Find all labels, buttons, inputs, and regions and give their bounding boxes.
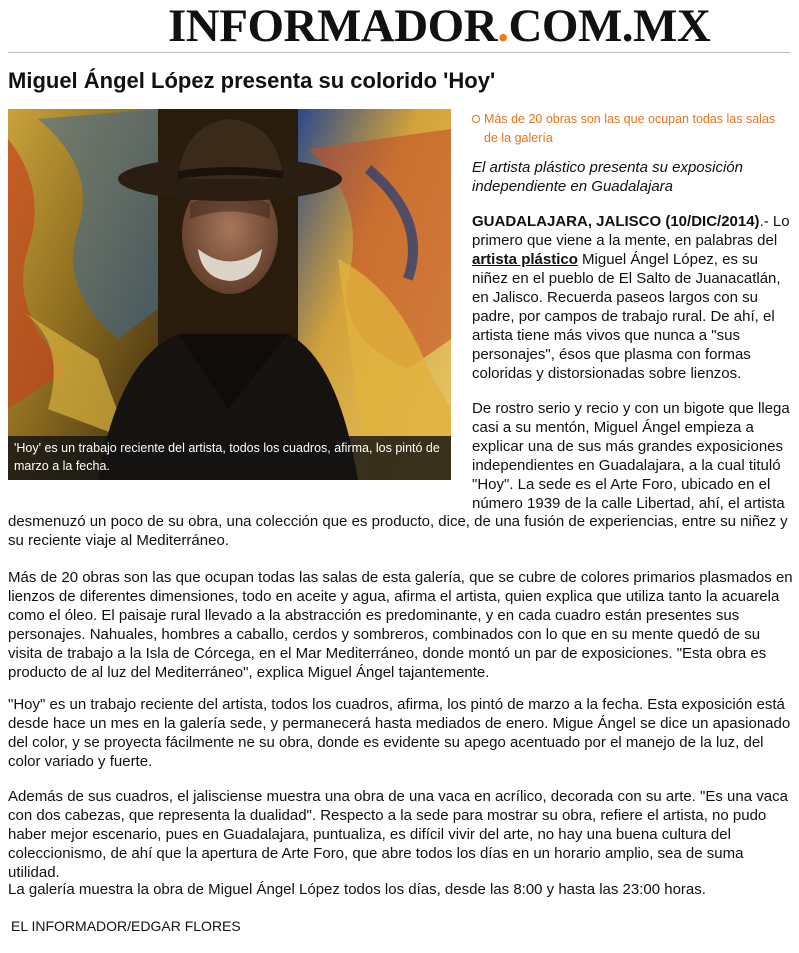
dateline: GUADALAJARA, JALISCO (10/DIC/2014) xyxy=(472,213,760,230)
artista-plastico-link[interactable]: artista plástico xyxy=(472,251,578,268)
photo-caption: 'Hoy' es un trabajo reciente del artista, todos los cuadros, afirma, los pintó de marzo a la fecha. xyxy=(8,436,451,480)
article-photo xyxy=(8,109,451,480)
paragraph-6: La galería muestra la obra de Miguel Ángel López todos los días, desde las 8:00 y hasta las 23:00 horas. xyxy=(8,881,706,898)
paragraph-2-part-2: desmenuzó un poco de su obra, una colección que es producto, dice, de una fusión de experiencias, entre su niñez y su reciente viaje al Mediterráneo. xyxy=(8,513,788,549)
bullet-circle-icon xyxy=(472,115,480,123)
paragraph-2-part-1: De rostro serio y recio y con un bigote que llega casi a su mentón, Miguel Ángel empieza a explicar una de sus más grandes exposiciones independientes en Guadalajara, a la cual tituló "Hoy". La sede es el Arte Foro, ubicado en el número 1939 de la calle Libertad, ahí, el artista xyxy=(472,400,790,512)
paragraph-4: "Hoy" es un trabajo reciente del artista, todos los cuadros, afirma, los pintó de marzo a la fecha. Esta exposición está desde hace un mes en la galería sede, y permanecerá hasta mediados de enero. Migue Ángel se dice un apasionado del color, y se proyecta fácilmente ne su obra, donde es evidente su apego acentuado por el manejo de la luz, del color variado y fuerte. xyxy=(8,696,791,770)
paragraph-5: Además de sus cuadros, el jalisciense muestra una obra de una vaca en acrílico, decorada con su arte. "Es una vaca con dos cabezas, que representa la dualidad". Respecto a la sede para mostrar su obra, refiere el artista, no pudo haber mejor escenario, pues en Guadalajara, puntualiza, es difícil vivir del arte, no hay una buena cultura del coleccionismo, de ahí que la apertura de Arte Foro, que abre todos los días en un horario amplio, sea de suma utilidad. xyxy=(8,788,788,881)
article-title: Miguel Ángel López presenta su colorido 'Hoy' xyxy=(8,68,496,93)
paragraph-3: Más de 20 obras son las que ocupan todas las salas de esta galería, que se cubre de colores primarios plasmados en lienzos de diferentes dimensiones, todo en aceite y agua, afirma el artista, quien explica que utiliza tanto la acuarela como el óleo. El paisaje rural llevado a la abstracción es predominante, y en cada cuadro están presentes sus personajes. Nahuales, hombres a caballo, cerdos y sombreros, combinados con lo que en su mente quedó de su visita de trabajo a la Isla de Córcega, en el Mar Mediterráneo, donde montó un par de exposiciones. "Esta obra es producto de al luz del Mediterráneo", explica Miguel Ángel tajantemente. xyxy=(8,569,793,681)
masthead xyxy=(0,0,799,62)
highlight-bullet xyxy=(472,110,792,148)
lead-paragraph: GUADALAJARA, JALISCO (10/DIC/2014).- Lo primero que viene a la mente, en palabras del artista plástico Miguel Ángel López, es su niñez en el pueblo de El Salto de Juanacatlán, en Jalisco. Recuerda paseos largos con su padre, por campos de trabajo rural. De ahí, el artista tiene más vivos que nunca a "sus personajes", ésos que plasma con formas coloridas y distorsionadas sobre lienzos. xyxy=(472,213,790,382)
highlight-text: Más de 20 obras son las que ocupan todas las salas de la galería xyxy=(484,112,776,145)
byline-credit: EL INFORMADOR/EDGAR FLORES xyxy=(11,918,241,934)
article-deck: El artista plástico presenta su exposición independiente en Guadalajara xyxy=(472,159,743,195)
site-logo[interactable]: INFORMADOR.COM.MX xyxy=(168,0,711,52)
artist-portrait-photo xyxy=(8,109,451,480)
header-divider xyxy=(8,52,790,53)
article-summary xyxy=(472,110,792,196)
